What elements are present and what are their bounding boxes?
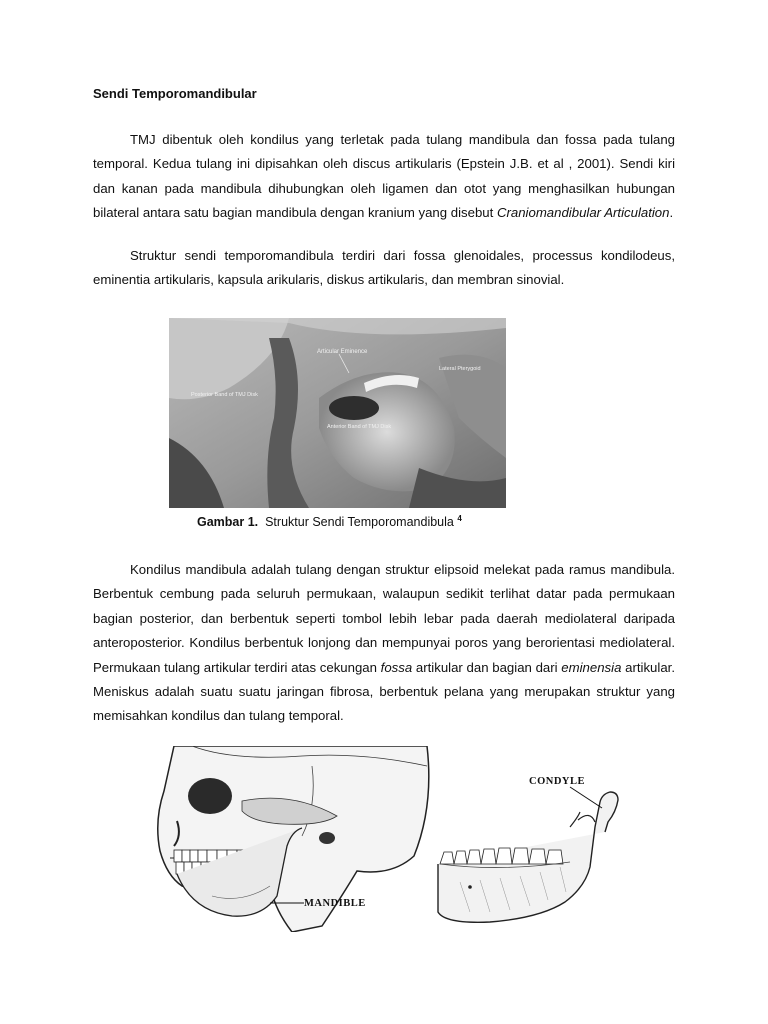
italic-term: eminensia — [561, 659, 622, 675]
italic-term: Craniomandibular Articulation — [496, 205, 670, 221]
paragraph-end: . — [669, 205, 674, 221]
label-articular-eminence: Articular Eminence — [317, 349, 368, 355]
caption-reference: 4 — [457, 514, 462, 523]
paragraph-text: TMJ dibentuk oleh kondilus yang terletak pada tulang mandibula dan fossa pada tulang temporal. Kedua tulang ini dipisahkan oleh discus artikularis (Epstein J.B. et al , 2001). Sendi kiri dan kanan pada mandibula dihubungkan oleh ligamen dan otot yang menghasilkan hubungan bilateral antara satu bagian mandibula dengan kranium yang disebut — [93, 132, 675, 221]
italic-term: fossa — [380, 659, 413, 675]
section-heading: Sendi Temporomandibular — [93, 86, 257, 101]
paragraph-tmj-intro — [93, 128, 675, 226]
label-lateral-pterygoid: Lateral Pterygoid — [439, 366, 481, 372]
label-anterior-band: Anterior Band of TMJ Disk — [327, 424, 392, 430]
paragraph-text: artikular dan bagian dari — [412, 659, 562, 675]
tmj-dissection-photo — [169, 318, 506, 508]
mandible-illustration — [430, 772, 650, 928]
label-posterior-band: Posterior Band of TMJ Disk — [191, 392, 258, 398]
paragraph-condyle — [93, 558, 675, 729]
figure-caption — [197, 514, 462, 529]
paragraph-text: Kondilus mandibula adalah tulang dengan struktur elipsoid melekat pada ramus mandibula. Berbentuk cembung pada seluruh permukaan, walaupun sedikit terlihat datar pada permukaan bagian posterior, dan berbentuk seperti tombol lebih lebar pada daerah mediolateral daripada anteroposterior. Kondilus berbentuk lonjong dan mempunyai poros yang berorientasi mediolateral. Permukaan tulang artikular terdiri atas cekungan — [93, 562, 675, 675]
caption-text: Struktur Sendi Temporomandibula — [265, 515, 454, 530]
condyle-label: CONDYLE — [529, 776, 586, 787]
mandible-label: MANDIBLE — [304, 898, 366, 909]
paragraph-text: artikular. Meniskus adalah suatu suatu jaringan fibrosa, berbentuk pelana yang merupakan struktur yang memisahkan kondilus dan tulang temporal. — [93, 659, 675, 724]
caption-label: Gambar 1. — [197, 515, 259, 530]
paragraph-structure: Struktur sendi temporomandibula terdiri dari fossa glenoidales, processus kondilodeus, eminentia artikularis, kapsula arikularis, diskus artikularis, dan membran sinovial. — [93, 248, 675, 288]
skull-illustration — [152, 746, 432, 932]
